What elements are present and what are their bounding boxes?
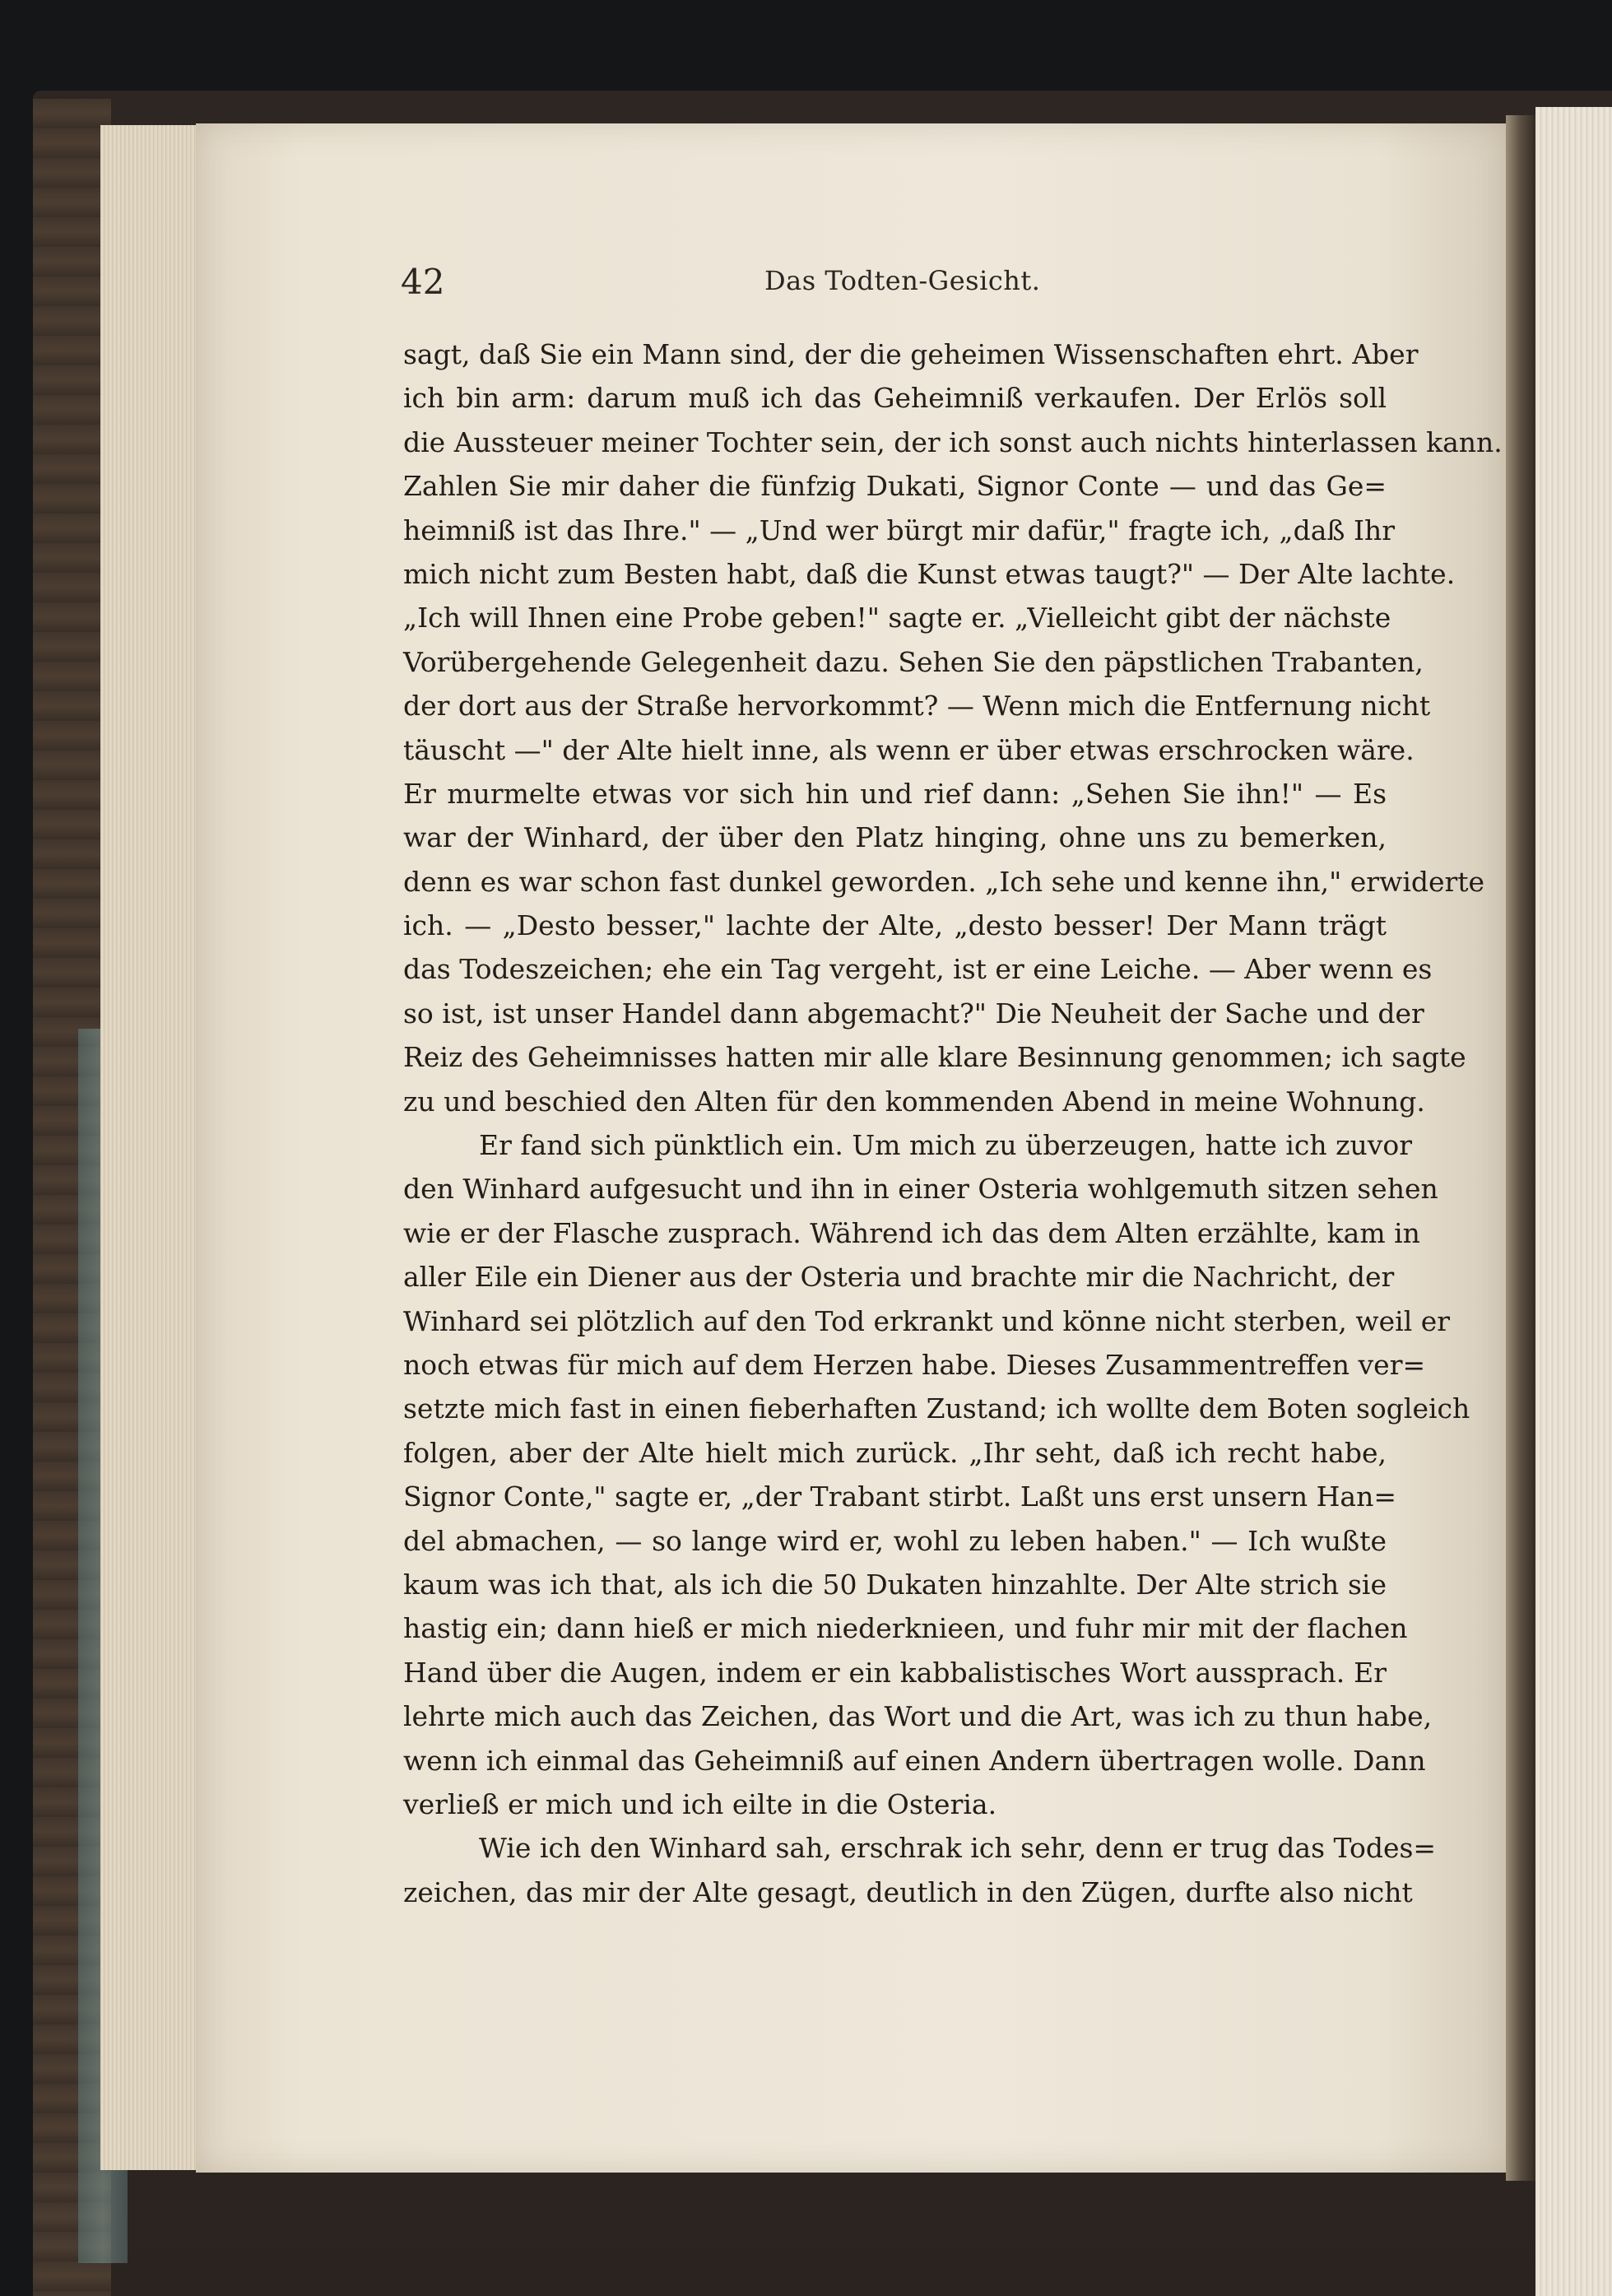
text-line: so ist, ist unser Handel dann abgemacht?" Die Neuheit der Sache und der (403, 997, 1424, 1029)
text-line: Vorübergehende Gelegenheit dazu. Sehen Sie den päpstlichen Trabanten, (403, 645, 1424, 678)
text-line: täuscht —" der Alte hielt inne, als wenn er über etwas erschrocken wäre. (403, 733, 1415, 766)
text-line: kaum was ich that, als ich die 50 Dukaten hinzahlte. Der Alte strich sie (403, 1568, 1387, 1601)
page-header (401, 262, 1388, 303)
text-line: Hand über die Augen, indem er ein kabbalistisches Wort aussprach. Er (403, 1656, 1387, 1689)
text-line: aller Eile ein Diener aus der Osteria und brachte mir die Nachricht, der (403, 1261, 1395, 1294)
text-line: Zahlen Sie mir daher die fünfzig Dukati, Signor Conte — und das Ge= (403, 470, 1387, 503)
text-line: mich nicht zum Besten habt, daß die Kunst etwas taugt?" — Der Alte lachte. (403, 557, 1456, 590)
text-line: Er murmelte etwas vor sich hin und rief dann: „Sehen Sie ihn!" — Es (403, 777, 1387, 810)
page-number: 42 (401, 262, 445, 302)
text-line: Signor Conte," sagte er, „der Trabant stirbt. Laßt uns erst unsern Han= (403, 1480, 1396, 1513)
text-line: setzte mich fast in einen fieberhaften Zustand; ich wollte dem Boten sogleich (403, 1392, 1470, 1425)
book-gutter (1506, 115, 1539, 2181)
text-line: zu und beschied den Alten für den kommenden Abend in meine Wohnung. (403, 1085, 1425, 1118)
text-line: Reiz des Geheimnisses hatten mir alle klare Besinnung genommen; ich sagte (403, 1041, 1466, 1074)
text-line: verließ er mich und ich eilte in die Osteria. (403, 1787, 997, 1820)
text-line: del abmachen, — so lange wird er, wohl zu leben haben." — Ich wußte (403, 1524, 1387, 1557)
text-line: den Winhard aufgesucht und ihn in einer Osteria wohlgemuth sitzen sehen (403, 1173, 1438, 1206)
text-line: ich bin arm: darum muß ich das Geheimniß verkaufen. Der Erlös soll (403, 382, 1387, 415)
text-line: der dort aus der Straße hervorkommt? — Wenn mich die Entfernung nicht (403, 690, 1431, 723)
text-line: Winhard sei plötzlich auf den Tod erkrankt und könne nicht sterben, weil er (403, 1304, 1451, 1337)
facing-page-edge (1535, 107, 1612, 2296)
text-line: Er fand sich pünktlich ein. Um mich zu überzeugen, hatte ich zuvor (479, 1129, 1413, 1162)
text-line: noch etwas für mich auf dem Herzen habe. Dieses Zusammentreffen ver= (403, 1348, 1426, 1381)
running-title: Das Todten-Gesicht. (764, 265, 1041, 296)
text-line: denn es war schon fast dunkel geworden. „Ich sehe und kenne ihn," erwiderte (403, 865, 1485, 898)
text-line: lehrte mich auch das Zeichen, das Wort und die Art, was ich zu thun habe, (403, 1700, 1433, 1733)
text-line: folgen, aber der Alte hielt mich zurück. „Ihr seht, daß ich recht habe, (403, 1436, 1387, 1469)
text-line: „Ich will Ihnen eine Probe geben!" sagte er. „Vielleicht gibt der nächste (403, 602, 1391, 634)
text-line: war der Winhard, der über den Platz hinging, ohne uns zu bemerken, (403, 821, 1387, 854)
text-line: das Todeszeichen; ehe ein Tag vergeht, ist er eine Leiche. — Aber wenn es (403, 953, 1433, 986)
text-line: zeichen, das mir der Alte gesagt, deutlich in den Zügen, durfte also nicht (403, 1875, 1413, 1908)
text-line: wenn ich einmal das Geheimniß auf einen Andern übertragen wolle. Dann (403, 1744, 1426, 1777)
text-line: die Aussteuer meiner Tochter sein, der ich sonst auch nichts hinterlassen kann. (403, 425, 1503, 458)
body-text (403, 332, 1503, 1914)
text-line: hastig ein; dann hieß er mich niederknieen, und fuhr mir mit der flachen (403, 1612, 1408, 1645)
page-edges (100, 125, 199, 2170)
text-line: heimniß ist das Ihre." — „Und wer bürgt mir dafür," fragte ich, „daß Ihr (403, 514, 1396, 546)
text-line: wie er der Flasche zusprach. Während ich das dem Alten erzählte, kam in (403, 1216, 1420, 1249)
text-line: sagt, daß Sie ein Mann sind, der die geheimen Wissenschaften ehrt. Aber (403, 338, 1419, 370)
text-line: Wie ich den Winhard sah, erschrak ich sehr, denn er trug das Todes= (479, 1832, 1437, 1865)
text-line: ich. — „Desto besser," lachte der Alte, „desto besser! Der Mann trägt (403, 909, 1387, 942)
